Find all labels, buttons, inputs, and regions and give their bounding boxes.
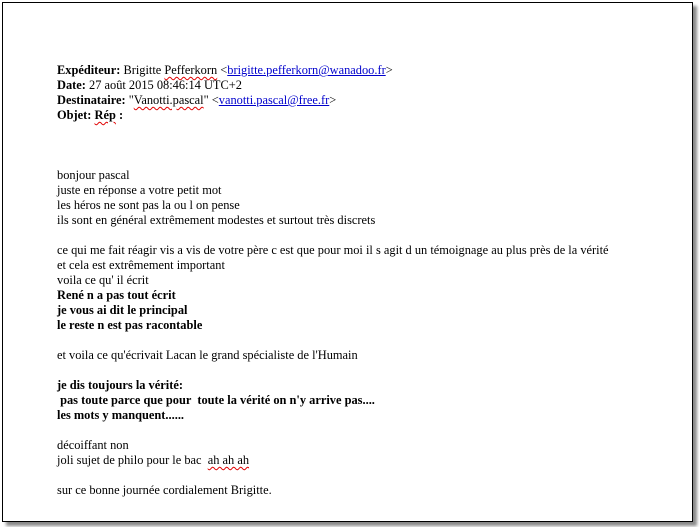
to-quote-open: " [128,93,134,107]
header-from [57,63,677,78]
body-line: et cela est extrêmement important [57,258,225,272]
from-name-last: Pefferkorn [164,63,218,77]
date-value: 27 août 2015 08:46:14 UTC+2 [89,78,242,92]
laugh-text: ah ah ah [207,453,250,467]
quote-line: René n a pas tout écrit [57,288,176,302]
body-line: et voila ce qu'écrivait Lacan le grand spécialiste de l'Humain [57,348,358,362]
subject-colon: : [115,108,124,122]
email-body [57,168,677,498]
header-date [57,78,677,93]
from-gt: > [385,63,393,77]
body-line: bonjour pascal [57,168,130,182]
date-label: Date: [57,78,86,92]
header-subject [57,108,677,123]
from-email-link[interactable]: brigitte.pefferkorn@wanadoo.fr [227,63,386,77]
to-quote-close: " < [203,93,219,107]
header-to [57,93,677,108]
body-line: les héros ne sont pas la ou l on pense [57,198,240,212]
body-line: juste en réponse a votre petit mot [57,183,222,197]
quote-line: pas toute parce que pour toute la vérité on n'y arrive pas.... [57,393,375,407]
from-label: Expéditeur: [57,63,121,77]
body-line: ils sont en général extrêmement modestes et surtout très discrets [57,213,376,227]
signoff-line: sur ce bonne journée cordialement Brigitte. [57,483,272,497]
to-label: Destinataire: [57,93,126,107]
quote-line: les mots y manquent...... [57,408,185,422]
subject-label: Objet: [57,108,92,122]
quote-line: je dis toujours la vérité: [57,378,183,392]
body-text: joli sujet de philo pour le bac [57,453,208,467]
from-lt: < [217,63,228,77]
body-line: décoiffant non [57,438,129,452]
email-frame [2,2,693,522]
from-name-first: Brigitte [123,63,165,77]
quote-line: je vous ai dit le principal [57,303,188,317]
body-line: ce qui me fait réagir vis a vis de votre père c est que pour moi il s agit d un témoignage au plus près de la vérité [57,243,609,257]
quote-line: le reste n est pas racontable [57,318,203,332]
to-name: Vanotti.pascal [133,93,204,107]
email-content [57,63,677,498]
body-line: voila ce qu' il écrit [57,273,149,287]
body-line-laugh [57,453,677,468]
subject-value: Rép [94,108,116,122]
to-email-link[interactable]: vanotti.pascal@free.fr [218,93,330,107]
to-gt: > [329,93,337,107]
